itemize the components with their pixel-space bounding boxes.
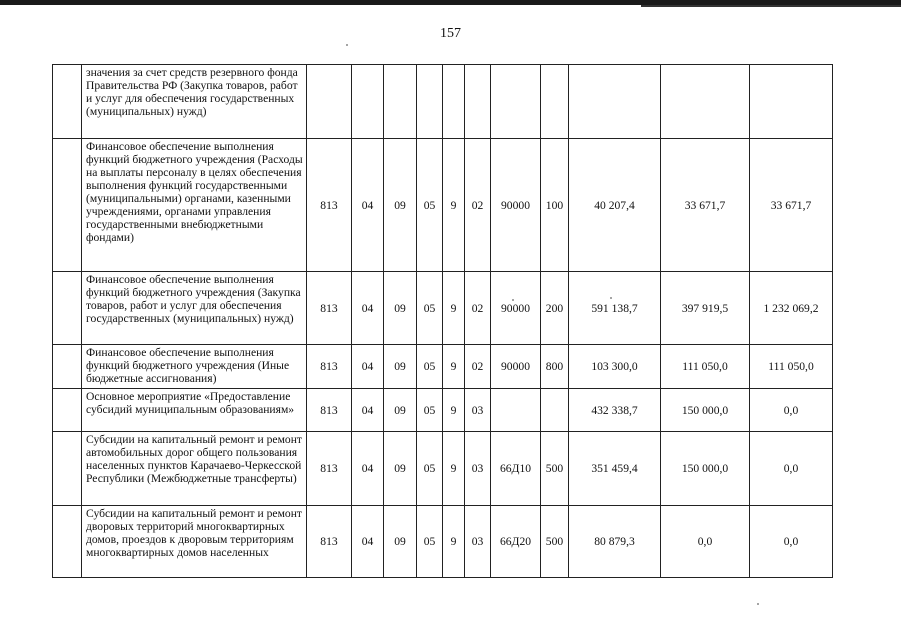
amount-year3-cell: 33 671,7 (750, 139, 833, 272)
amount-year3-cell: 0,0 (750, 432, 833, 506)
section-code-cell: 04 (352, 432, 384, 506)
amount-year1-cell: 432 338,7 (569, 389, 661, 432)
amount-year1-cell: 351 459,4 (569, 432, 661, 506)
target-article-cell (491, 389, 541, 432)
subprogram-code-cell: 03 (465, 506, 491, 578)
amount-year2-cell: 0,0 (661, 506, 750, 578)
table-row (53, 272, 833, 345)
section-code-cell (352, 65, 384, 139)
description-cell: Финансовое обеспечение выполнения функций бюджетного учреждения (Закупка товаров, работ и услуг для обеспечения государственных (муниципальных) нужд) (82, 272, 307, 345)
subsection-code-cell: 09 (384, 506, 417, 578)
subprogram-type-cell: 9 (443, 139, 465, 272)
amount-year3-cell: 1 232 069,2 (750, 272, 833, 345)
section-code-cell: 04 (352, 139, 384, 272)
expense-type-cell: 500 (541, 506, 569, 578)
subsection-code-cell: 09 (384, 345, 417, 389)
subprogram-code-cell (465, 65, 491, 139)
admin-code-cell (307, 65, 352, 139)
row-number-cell (53, 432, 82, 506)
amount-year1-cell: 40 207,4 (569, 139, 661, 272)
target-article-cell: 90000 (491, 272, 541, 345)
scan-speck (346, 44, 348, 46)
target-article-cell: 66Д10 (491, 432, 541, 506)
table-row (53, 139, 833, 272)
description-cell: значения за счет средств резервного фонда Правительства РФ (Закупка товаров, работ и услуг для обеспечения государственных (муниципальных) нужд) (82, 65, 307, 139)
target-article-cell: 90000 (491, 139, 541, 272)
section-code-cell: 04 (352, 506, 384, 578)
program-code-cell: 05 (417, 432, 443, 506)
subprogram-code-cell: 02 (465, 139, 491, 272)
amount-year2-cell: 397 919,5 (661, 272, 750, 345)
subsection-code-cell: 09 (384, 139, 417, 272)
subprogram-code-cell: 02 (465, 345, 491, 389)
target-article-cell: 90000 (491, 345, 541, 389)
budget-table-body (53, 65, 833, 578)
subprogram-type-cell: 9 (443, 345, 465, 389)
program-code-cell: 05 (417, 506, 443, 578)
table-row (53, 506, 833, 578)
amount-year1-cell: 80 879,3 (569, 506, 661, 578)
amount-year2-cell: 150 000,0 (661, 389, 750, 432)
target-article-cell (491, 65, 541, 139)
subprogram-type-cell: 9 (443, 272, 465, 345)
admin-code-cell: 813 (307, 272, 352, 345)
admin-code-cell: 813 (307, 432, 352, 506)
scan-speck (610, 297, 612, 299)
section-code-cell: 04 (352, 345, 384, 389)
subprogram-code-cell: 03 (465, 432, 491, 506)
amount-year1-cell: 591 138,7 (569, 272, 661, 345)
expense-type-cell (541, 65, 569, 139)
subsection-code-cell: 09 (384, 432, 417, 506)
program-code-cell: 05 (417, 389, 443, 432)
section-code-cell: 04 (352, 272, 384, 345)
amount-year1-cell (569, 65, 661, 139)
page-number: 157 (440, 26, 461, 41)
scan-speck (512, 299, 514, 301)
amount-year2-cell: 150 000,0 (661, 432, 750, 506)
subprogram-code-cell: 02 (465, 272, 491, 345)
table-row (53, 345, 833, 389)
description-cell: Субсидии на капитальный ремонт и ремонт дворовых территорий многоквартирных домов, проездов к дворовым территориям многоквартирных домов населенных (82, 506, 307, 578)
program-code-cell: 05 (417, 272, 443, 345)
subprogram-code-cell: 03 (465, 389, 491, 432)
program-code-cell: 05 (417, 139, 443, 272)
expense-type-cell (541, 389, 569, 432)
description-cell: Финансовое обеспечение выполнения функций бюджетного учреждения (Расходы на выплаты персоналу в целях обеспечения выполнения функций государственными (муниципальными) органами, казенными учреждениями, органами управления государственными внебюджетными фондами) (82, 139, 307, 272)
program-code-cell (417, 65, 443, 139)
amount-year3-cell: 0,0 (750, 389, 833, 432)
budget-table (52, 64, 833, 578)
expense-type-cell: 100 (541, 139, 569, 272)
amount-year3-cell: 111 050,0 (750, 345, 833, 389)
subsection-code-cell: 09 (384, 389, 417, 432)
row-number-cell (53, 345, 82, 389)
subsection-code-cell (384, 65, 417, 139)
subprogram-type-cell: 9 (443, 432, 465, 506)
admin-code-cell: 813 (307, 506, 352, 578)
row-number-cell (53, 272, 82, 345)
amount-year2-cell (661, 65, 750, 139)
subsection-code-cell: 09 (384, 272, 417, 345)
row-number-cell (53, 389, 82, 432)
row-number-cell (53, 506, 82, 578)
description-cell: Финансовое обеспечение выполнения функций бюджетного учреждения (Иные бюджетные ассигнования) (82, 345, 307, 389)
admin-code-cell: 813 (307, 139, 352, 272)
program-code-cell: 05 (417, 345, 443, 389)
subprogram-type-cell (443, 65, 465, 139)
amount-year3-cell: 0,0 (750, 506, 833, 578)
table-row (53, 65, 833, 139)
description-cell: Основное мероприятие «Предоставление субсидий муниципальным образованиям» (82, 389, 307, 432)
amount-year2-cell: 33 671,7 (661, 139, 750, 272)
section-code-cell: 04 (352, 389, 384, 432)
expense-type-cell: 800 (541, 345, 569, 389)
amount-year1-cell: 103 300,0 (569, 345, 661, 389)
table-row (53, 389, 833, 432)
subprogram-type-cell: 9 (443, 389, 465, 432)
admin-code-cell: 813 (307, 389, 352, 432)
description-cell: Субсидии на капитальный ремонт и ремонт автомобильных дорог общего пользования населенных пунктов Карачаево-Черкесской Республики (Межбюджетные трансферты) (82, 432, 307, 506)
admin-code-cell: 813 (307, 345, 352, 389)
expense-type-cell: 500 (541, 432, 569, 506)
scan-top-edge-shadow (641, 5, 901, 7)
subprogram-type-cell: 9 (443, 506, 465, 578)
amount-year3-cell (750, 65, 833, 139)
expense-type-cell: 200 (541, 272, 569, 345)
amount-year2-cell: 111 050,0 (661, 345, 750, 389)
row-number-cell (53, 139, 82, 272)
target-article-cell: 66Д20 (491, 506, 541, 578)
row-number-cell (53, 65, 82, 139)
scan-speck (757, 603, 759, 605)
table-row (53, 432, 833, 506)
